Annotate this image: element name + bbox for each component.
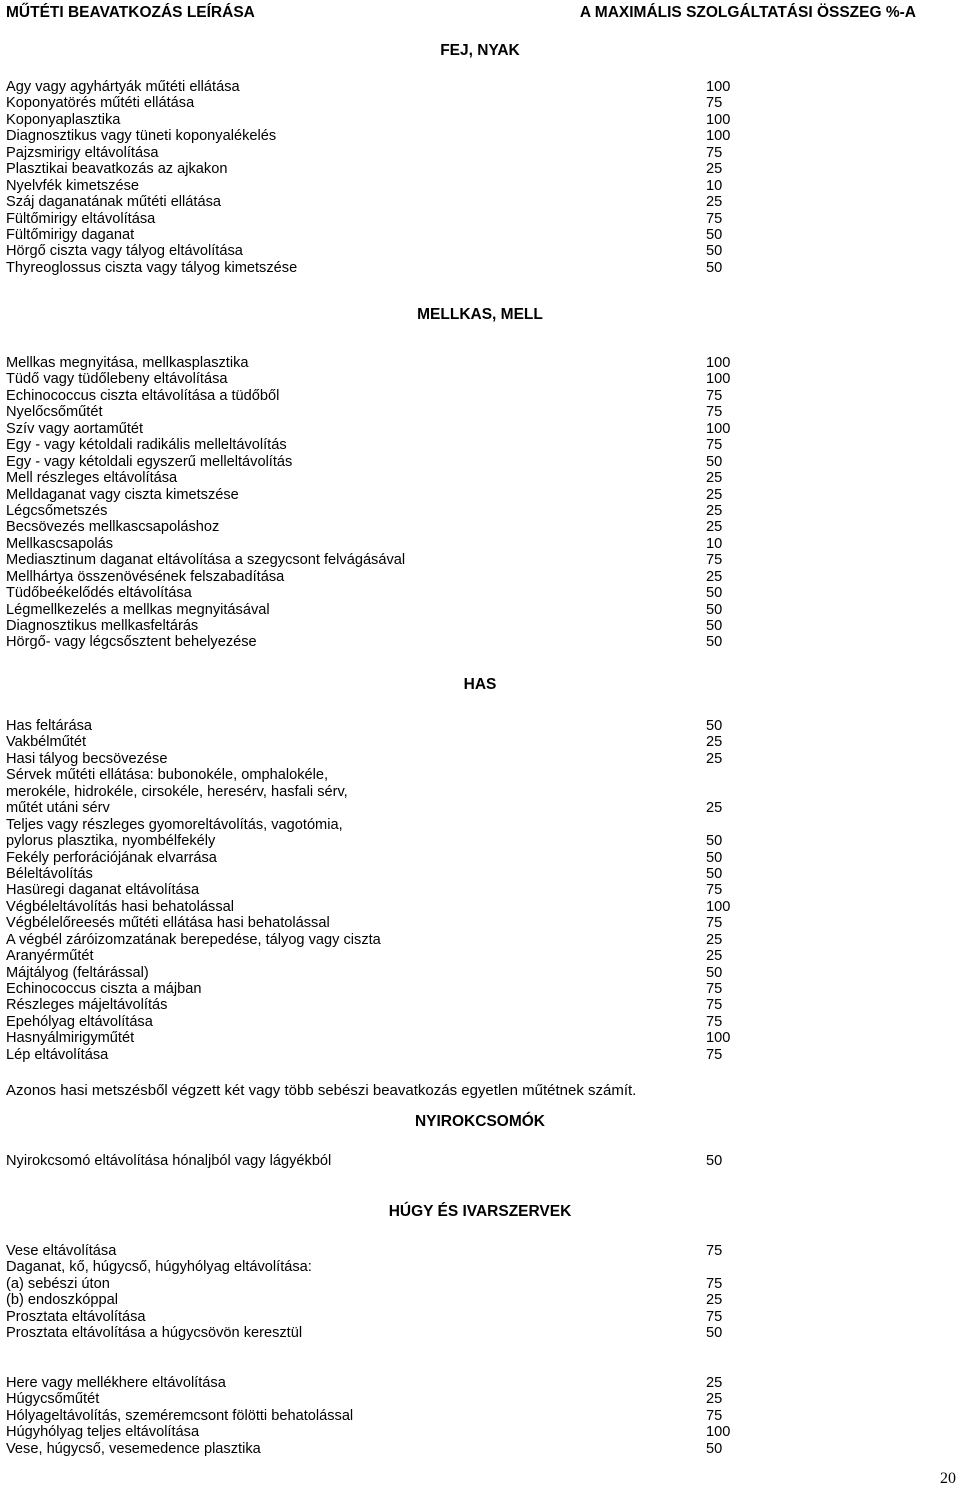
table-row <box>6 718 766 734</box>
percent-value: 50 <box>706 833 723 850</box>
table-row <box>6 404 766 420</box>
page-header <box>6 4 954 24</box>
procedure-label: Prosztata eltávolítása <box>6 1308 146 1325</box>
percent-value: 50 <box>706 259 723 276</box>
section-title-has: HAS <box>463 676 497 693</box>
percent-value: 75 <box>706 437 723 454</box>
percent-value: 25 <box>706 194 723 211</box>
procedure-label: Légcsőmetszés <box>6 502 108 519</box>
percent-value: 100 <box>706 355 731 371</box>
table-row <box>6 454 766 470</box>
procedure-label: (a) sebészi úton <box>6 1275 110 1292</box>
header-max-benefit-percent: A MAXIMÁLIS SZOLGÁLTATÁSI ÖSSZEG %-A <box>579 4 916 21</box>
table-row <box>6 194 766 210</box>
table-row <box>6 899 766 915</box>
table-row <box>6 1153 766 1169</box>
procedure-label: merokéle, hidrokéle, cirsokéle, heresérv, hasfali sérv, <box>6 783 348 800</box>
percent-value: 50 <box>706 964 723 981</box>
procedure-label: Agy vagy agyhártyák műtéti ellátása <box>6 79 240 95</box>
procedure-label: Aranyérműtét <box>6 948 94 965</box>
procedure-label: Fültőmirigy daganat <box>6 226 135 243</box>
procedure-label: Nyelvfék kimetszése <box>6 177 140 194</box>
procedure-label: Nyirokcsomó eltávolítása hónaljból vagy lágyékból <box>6 1153 332 1169</box>
procedure-label: Száj daganatának műtéti ellátása <box>6 194 221 211</box>
procedure-label: Fültőmirigy eltávolítása <box>6 210 156 227</box>
section-note-has: Azonos hasi metszésből végzett két vagy több sebészi beavatkozás egyetlen műtétnek számít. <box>6 1082 637 1099</box>
percent-value: 25 <box>706 486 723 503</box>
procedure-label: Mell részleges eltávolítása <box>6 470 178 487</box>
procedure-label: Légmellkezelés a mellkas megnyitásával <box>6 601 270 618</box>
percent-value: 25 <box>706 800 723 817</box>
procedure-label: Mediasztinum daganat eltávolítása a szegycsont felvágásával <box>6 552 406 569</box>
table-row <box>6 1309 766 1325</box>
table-row <box>6 1375 766 1391</box>
table-row <box>6 850 766 866</box>
percent-value: 100 <box>706 1030 731 1047</box>
table-row <box>6 1243 766 1259</box>
percent-value: 50 <box>706 618 723 634</box>
table-row <box>6 128 766 144</box>
procedure-label: Tüdőbeékelődés eltávolítása <box>6 585 192 602</box>
table-row <box>6 948 766 964</box>
percent-value: 10 <box>706 177 723 194</box>
procedure-label: Májtályog (feltárással) <box>6 964 149 981</box>
procedure-label: Koponyatörés műtéti ellátása <box>6 95 195 112</box>
table-row <box>6 211 766 227</box>
procedure-label: Egy - vagy kétoldali radikális melleltávolítás <box>6 437 287 454</box>
percent-value: 75 <box>706 210 723 227</box>
procedure-label: Diagnosztikus mellkasfeltárás <box>6 618 199 634</box>
section-rows-hugy-es-ivarszervek-2 <box>6 1375 766 1457</box>
procedure-label: Hólyageltávolítás, szeméremcsont fölötti behatolással <box>6 1407 354 1424</box>
procedure-label: Koponyaplasztika <box>6 111 121 128</box>
procedure-label: Hasüregi daganat eltávolítása <box>6 882 200 899</box>
procedure-label: Szív vagy aortaműtét <box>6 420 144 437</box>
section-rows-hugy-es-ivarszervek <box>6 1243 766 1342</box>
procedure-label: Hörgő- vagy légcsősztent behelyezése <box>6 634 257 651</box>
percent-value: 50 <box>706 453 723 470</box>
percent-value: 75 <box>706 95 723 112</box>
table-row <box>6 1325 766 1341</box>
section-rows-nyirokcsomok <box>6 1153 766 1169</box>
procedure-label: Thyreoglossus ciszta vagy tályog kimetszése <box>6 259 298 276</box>
table-row <box>6 751 766 767</box>
table-row <box>6 932 766 948</box>
table-row <box>6 569 766 585</box>
procedure-label: Tüdő vagy tüdőlebeny eltávolítása <box>6 371 228 388</box>
procedure-label: Lép eltávolítása <box>6 1046 109 1063</box>
table-row <box>6 371 766 387</box>
table-row <box>6 915 766 931</box>
percent-value: 50 <box>706 1325 723 1342</box>
table-row <box>6 833 766 849</box>
percent-value: 50 <box>706 1153 723 1169</box>
table-row <box>6 997 766 1013</box>
percent-value: 100 <box>706 1424 731 1441</box>
table-row <box>6 243 766 259</box>
percent-value: 75 <box>706 981 723 997</box>
table-row <box>6 784 766 800</box>
percent-value: 75 <box>706 1275 723 1292</box>
table-row <box>6 585 766 601</box>
percent-value: 25 <box>706 1292 723 1309</box>
percent-value: 25 <box>706 502 723 519</box>
procedure-label: Melldaganat vagy ciszta kimetszése <box>6 486 239 503</box>
table-row <box>6 437 766 453</box>
percent-value: 75 <box>706 915 723 932</box>
procedure-label: Becsövezés mellkascsapoláshoz <box>6 519 220 536</box>
table-row <box>6 1047 766 1063</box>
table-row <box>6 145 766 161</box>
table-row <box>6 1030 766 1046</box>
table-row <box>6 503 766 519</box>
header-procedure-description: MŰTÉTI BEAVATKOZÁS LEÍRÁSA <box>6 4 255 21</box>
procedure-label: (b) endoszkóppal <box>6 1292 118 1309</box>
section-title-nyirokcsomok: NYIROKCSOMÓK <box>414 1113 546 1130</box>
percent-value: 25 <box>706 931 723 948</box>
page-number: 20 <box>940 1470 956 1487</box>
percent-value: 50 <box>706 849 723 866</box>
table-row <box>6 1292 766 1308</box>
procedure-label: Béleltávolítás <box>6 865 93 882</box>
table-row <box>6 767 766 783</box>
percent-value: 75 <box>706 404 723 421</box>
percent-value: 25 <box>706 734 723 751</box>
table-row <box>6 1276 766 1292</box>
procedure-label: Hasi tályog becsövezése <box>6 750 168 767</box>
table-row <box>6 866 766 882</box>
procedure-label: A végbél záróizomzatának berepedése, tályog vagy ciszta <box>6 931 381 948</box>
table-row <box>6 618 766 634</box>
procedure-label: Fekély perforációjának elvarrása <box>6 849 217 866</box>
procedure-label: Epehólyag eltávolítása <box>6 1013 153 1030</box>
percent-value: 75 <box>706 1308 723 1325</box>
procedure-label: Részleges májeltávolítás <box>6 997 168 1014</box>
table-row <box>6 800 766 816</box>
procedure-label: pylorus plasztika, nyombélfekély <box>6 833 216 850</box>
procedure-label: Egy - vagy kétoldali egyszerű melleltávolítás <box>6 453 293 470</box>
procedure-label: Sérvek műtéti ellátása: bubonokéle, omphalokéle, <box>6 767 329 784</box>
section-title-fej-nyak: FEJ, NYAK <box>440 42 520 59</box>
table-row <box>6 536 766 552</box>
table-row <box>6 178 766 194</box>
percent-value: 25 <box>706 1391 723 1408</box>
procedure-label: Húgyhólyag teljes eltávolítása <box>6 1424 200 1441</box>
percent-value: 50 <box>706 1440 723 1457</box>
percent-value: 75 <box>706 1013 723 1030</box>
percent-value: 25 <box>706 948 723 965</box>
section-title-hugy-es-ivarszervek: HÚGY ÉS IVARSZERVEK <box>388 1203 572 1220</box>
procedure-label: Húgycsőműtét <box>6 1391 100 1408</box>
section-rows-has <box>6 718 766 1063</box>
percent-value: 50 <box>706 226 723 243</box>
table-row <box>6 470 766 486</box>
percent-value: 100 <box>706 111 731 128</box>
percent-value: 25 <box>706 161 723 178</box>
table-row <box>6 602 766 618</box>
percent-value: 75 <box>706 552 723 569</box>
percent-value: 75 <box>706 1243 723 1259</box>
procedure-label: Mellkas megnyitása, mellkasplasztika <box>6 355 249 371</box>
percent-value: 10 <box>706 535 723 552</box>
percent-value: 50 <box>706 585 723 602</box>
table-row <box>6 388 766 404</box>
percent-value: 100 <box>706 898 731 915</box>
procedure-label: Diagnosztikus vagy tüneti koponyalékelés <box>6 128 277 145</box>
procedure-label: Teljes vagy részleges gyomoreltávolítás, vagotómia, <box>6 816 343 833</box>
percent-value: 100 <box>706 371 731 388</box>
percent-value: 50 <box>706 601 723 618</box>
table-row <box>6 79 766 95</box>
table-row <box>6 1259 766 1275</box>
percent-value: 75 <box>706 997 723 1014</box>
table-row <box>6 981 766 997</box>
table-row <box>6 882 766 898</box>
procedure-label: Prosztata eltávolítása a húgycsövön keresztül <box>6 1325 303 1342</box>
procedure-label: Vese eltávolítása <box>6 1243 117 1259</box>
table-row <box>6 487 766 503</box>
table-row <box>6 965 766 981</box>
procedure-label: Pajzsmirigy eltávolítása <box>6 144 159 161</box>
table-row <box>6 552 766 568</box>
percent-value: 75 <box>706 144 723 161</box>
table-row <box>6 519 766 535</box>
procedure-label: Daganat, kő, húgycső, húgyhólyag eltávolítása: <box>6 1259 312 1276</box>
percent-value: 75 <box>706 387 723 404</box>
percent-value: 75 <box>706 1046 723 1063</box>
percent-value: 50 <box>706 865 723 882</box>
table-row <box>6 1391 766 1407</box>
percent-value: 25 <box>706 519 723 536</box>
table-row <box>6 227 766 243</box>
procedure-label: Mellkascsapolás <box>6 535 114 552</box>
table-row <box>6 1424 766 1440</box>
procedure-label: Has feltárása <box>6 718 92 734</box>
procedure-label: Végbélelőreesés műtéti ellátása hasi behatolással <box>6 915 330 932</box>
percent-value: 100 <box>706 79 731 95</box>
percent-value: 75 <box>706 1407 723 1424</box>
table-row <box>6 634 766 650</box>
table-row <box>6 817 766 833</box>
procedure-label: Végbéleltávolítás hasi behatolással <box>6 898 234 915</box>
percent-value: 25 <box>706 1375 723 1391</box>
percent-value: 50 <box>706 718 723 734</box>
percent-value: 100 <box>706 128 731 145</box>
percent-value: 25 <box>706 750 723 767</box>
procedure-label: Hasnyálmirigyműtét <box>6 1030 135 1047</box>
table-row <box>6 1014 766 1030</box>
procedure-label: Hörgő ciszta vagy tályog eltávolítása <box>6 243 243 260</box>
table-row <box>6 355 766 371</box>
table-row <box>6 161 766 177</box>
procedure-label: Vakbélműtét <box>6 734 87 751</box>
section-rows-fej-nyak <box>6 79 766 276</box>
percent-value: 75 <box>706 882 723 899</box>
procedure-label: Nyelőcsőműtét <box>6 404 103 421</box>
table-row <box>6 421 766 437</box>
procedure-label: Vese, húgycső, vesemedence plasztika <box>6 1440 261 1457</box>
table-row <box>6 260 766 276</box>
table-row <box>6 1441 766 1457</box>
section-title-mellkas-mell: MELLKAS, MELL <box>417 306 543 323</box>
percent-value: 100 <box>706 420 731 437</box>
procedure-label: Mellhártya összenövésének felszabadítása <box>6 568 285 585</box>
procedure-label: műtét utáni sérv <box>6 800 110 817</box>
table-row <box>6 734 766 750</box>
procedure-label: Here vagy mellékhere eltávolítása <box>6 1375 226 1391</box>
table-row <box>6 1408 766 1424</box>
procedure-label: Echinococcus ciszta eltávolítása a tüdőből <box>6 387 280 404</box>
table-row <box>6 95 766 111</box>
procedure-label: Echinococcus ciszta a májban <box>6 981 202 997</box>
table-row <box>6 112 766 128</box>
percent-value: 25 <box>706 470 723 487</box>
percent-value: 50 <box>706 243 723 260</box>
percent-value: 25 <box>706 568 723 585</box>
section-rows-mellkas-mell <box>6 355 766 651</box>
procedure-label: Plasztikai beavatkozás az ajkakon <box>6 161 228 178</box>
percent-value: 50 <box>706 634 723 651</box>
